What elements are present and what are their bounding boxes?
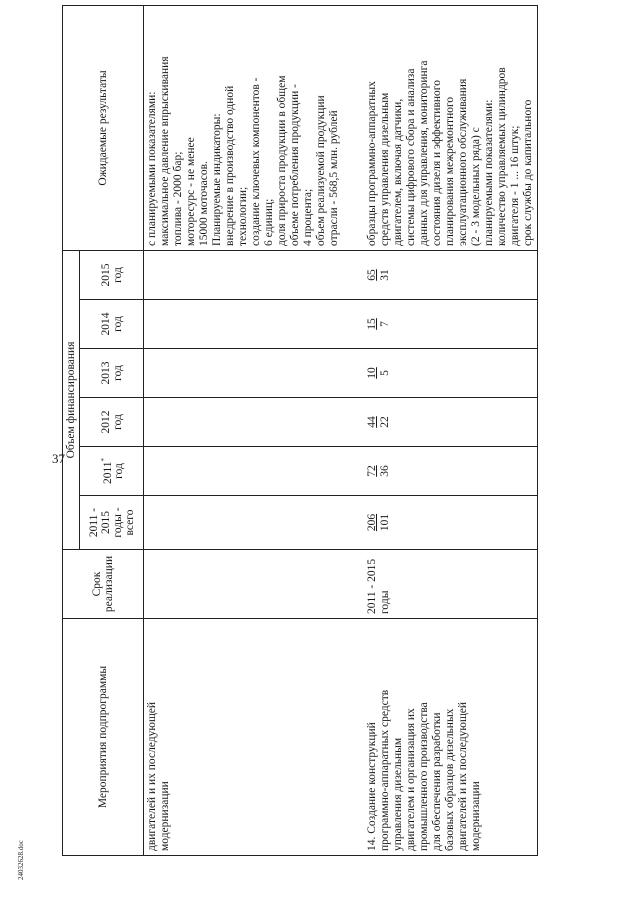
measure-cell: 14. Создание конструкций программно-аппаратных средств управления дизельным двигателем и организация их промышленного производства для обеспечения разработки базовых образцов дизельных двигателей и их последующей модернизации [364,619,538,856]
header-2011 [80,447,144,496]
value-top: 65 [365,269,378,281]
year-suffix: год [113,463,126,479]
header-results: Ожидаемые результаты [63,5,144,250]
value-top: 44 [365,416,378,428]
y2012-cell [364,398,538,447]
header-2014: 2014 год [80,300,144,349]
value-bottom: 22 [378,416,391,428]
header-2012: 2012 год [80,398,144,447]
table-row [364,5,538,855]
total-cell [364,496,538,550]
y2013-cell [364,349,538,398]
document-code: 24032628.doc [17,840,25,880]
y2014-cell [364,300,538,349]
value-top: 10 [365,367,378,379]
value-bottom: 36 [378,465,391,477]
y2011-cell [364,447,538,496]
year-2011: 2011 [101,461,114,485]
header-term: Срок реализации [63,550,144,619]
value-top: 206 [365,513,378,532]
measure-cell: двигателей и их последующей модернизации [144,619,364,856]
header-2015: 2015 год [80,250,144,299]
value-bottom: 7 [378,321,391,327]
page-number: 37 [52,451,65,466]
results-cell: образцы программно-аппаратных средств управления дизельным двигателем, включая датчики, системы цифрового сбора и анализа данных для управления, мониторинга состояния дизеля и эффективного планирования межремонтного эксплуатационного обслуживания (2 - 3 модельных ряда) с планируемыми показателями: количество управляемых цилиндров двигателя - 1 ... 16 штук; срок службы до капитального [364,5,538,250]
header-total: 2011 - 2015 годы - всего [80,496,144,550]
header-funding: Объем финансирования [63,250,80,549]
value-bottom: 31 [378,269,391,281]
value-top: 72 [365,465,378,477]
y2015-cell [364,250,538,299]
value-bottom: 5 [378,370,391,376]
footnote-mark: * [99,457,108,462]
header-measures: Мероприятия подпрограммы [63,619,144,856]
subprogram-measures-table [62,5,538,856]
rotated-table-container [62,6,622,856]
results-cell: с планируемыми показателями: максимальное давление впрыскивания топлива - 2000 бар; моторесурс - не менее 15000 моточасов. Планируемые индикаторы: внедрение в производство одной технологии; создание ключевых компонентов - 6 единиц; доля прироста продукции в общем объеме потребления продукции - 4 процента; объем реализуемой продукции отрасли - 568,5 млн. рублей [144,5,364,250]
header-2013: 2013 год [80,349,144,398]
term-cell: 2011 - 2015 годы [364,550,538,619]
value-top: 15 [365,318,378,330]
value-bottom: 101 [378,513,391,532]
table-row [144,5,364,855]
